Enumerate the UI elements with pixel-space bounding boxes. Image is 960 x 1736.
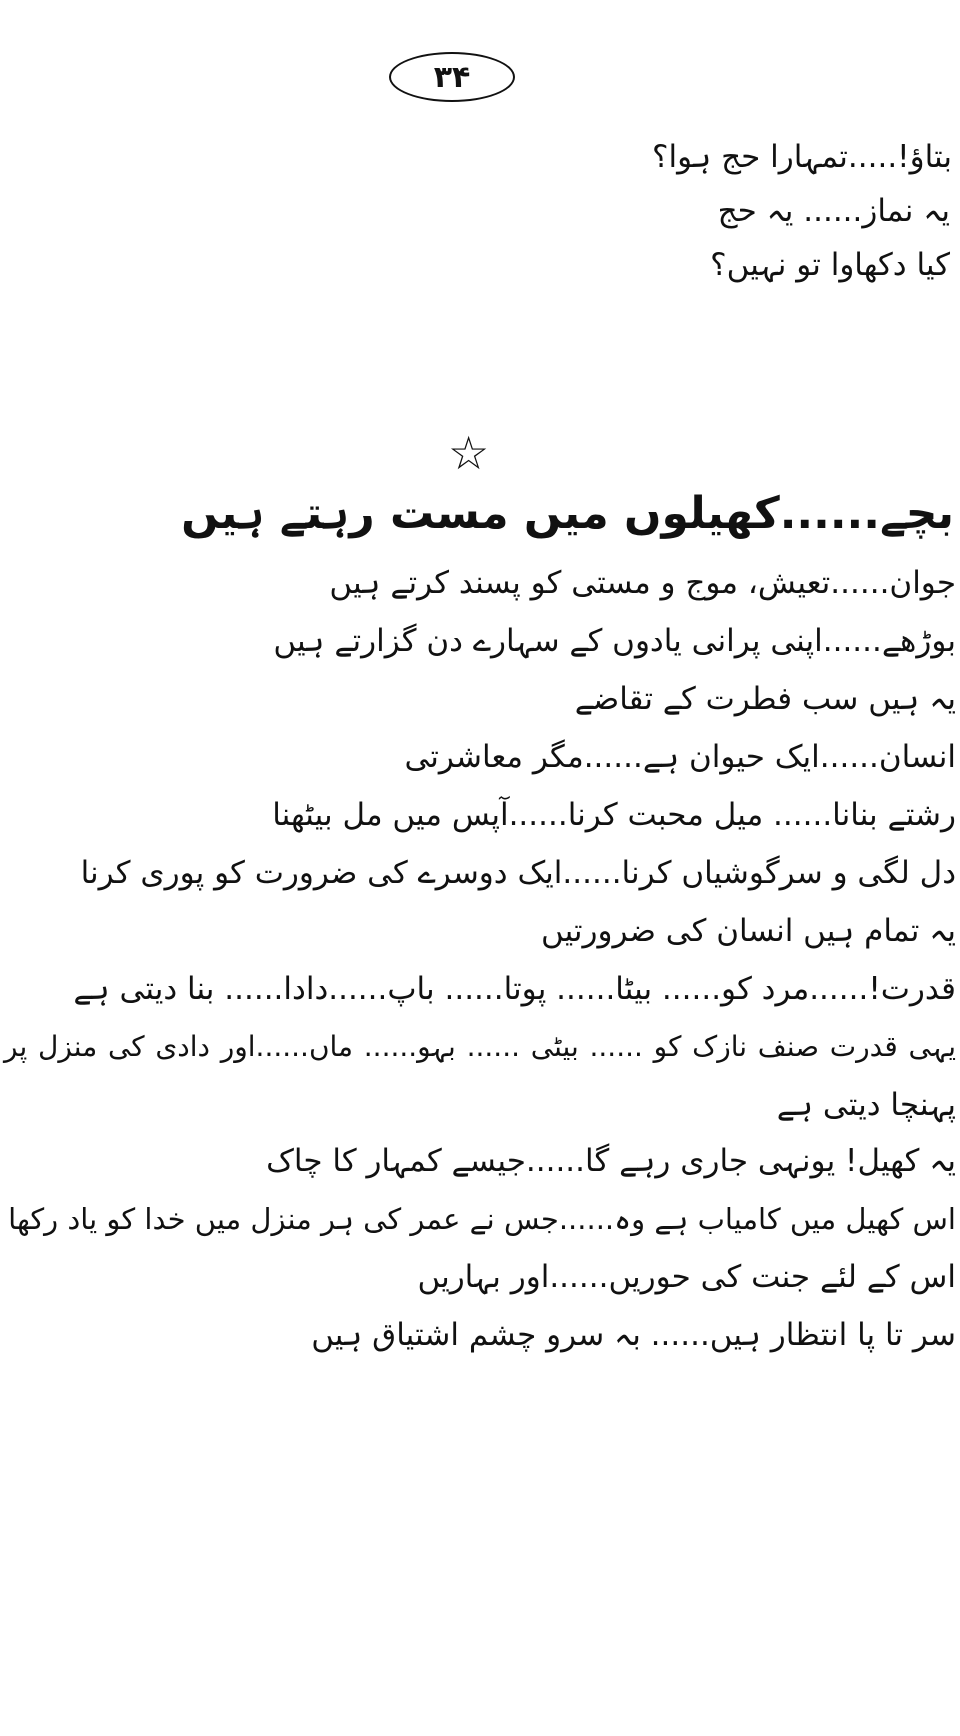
intro-line: کیا دکھاوا تو نہیں؟ <box>710 247 950 283</box>
body-line: پہنچا دیتی ہے <box>776 1087 956 1123</box>
body-line: رشتے بنانا...... میل محبت کرنا......آپس میں مل بیٹھنا <box>272 797 956 833</box>
body-line: سر تا پا انتظار ہیں...... بہ سرو چشم اشتیاق ہیں <box>311 1317 956 1353</box>
body-line: یہ ہیں سب فطرت کے تقاضے <box>574 681 956 717</box>
body-line: اس کے لئے جنت کی حوریں......اور بہاریں <box>417 1259 956 1295</box>
intro-line: یہ نماز...... یہ حج <box>717 193 950 229</box>
body-line: قدرت!......مرد کو...... بیٹا...... پوتا...... باپ......دادا...... بنا دیتی ہے <box>73 971 956 1007</box>
body-line: اس کھیل میں کامیاب ہے وہ......جس نے عمر کی ہر منزل میں خدا کو یاد رکھا <box>8 1202 956 1236</box>
body-line: جوان......تعیش، موج و مستی کو پسند کرتے ہیں <box>329 565 956 601</box>
page-number-badge: ۳۴ <box>389 52 515 102</box>
star-icon: ☆ <box>448 426 490 480</box>
body-line: یہ تمام ہیں انسان کی ضرورتیں <box>540 913 956 949</box>
body-line: بوڑھے......اپنی پرانی یادوں کے سہارے دن گزارتے ہیں <box>273 623 956 659</box>
body-line: انسان......ایک حیوان ہے......مگر معاشرتی <box>404 739 956 775</box>
body-line: دل لگی و سرگوشیاں کرنا......ایک دوسرے کی ضرورت کو پوری کرنا <box>80 855 956 891</box>
section-heading: بچے......کھیلوں میں مست رہتے ہیں <box>181 488 954 539</box>
body-line: یہی قدرت صنف نازک کو ...... بیٹی ...... بہو...... ماں......اور دادی کی منزل پر <box>4 1030 956 1063</box>
intro-line: بتاؤ!.....تمہارا حج ہوا؟ <box>652 139 952 175</box>
body-line: یہ کھیل! یونہی جاری رہے گا......جیسے کمہار کا چاک <box>266 1143 956 1179</box>
